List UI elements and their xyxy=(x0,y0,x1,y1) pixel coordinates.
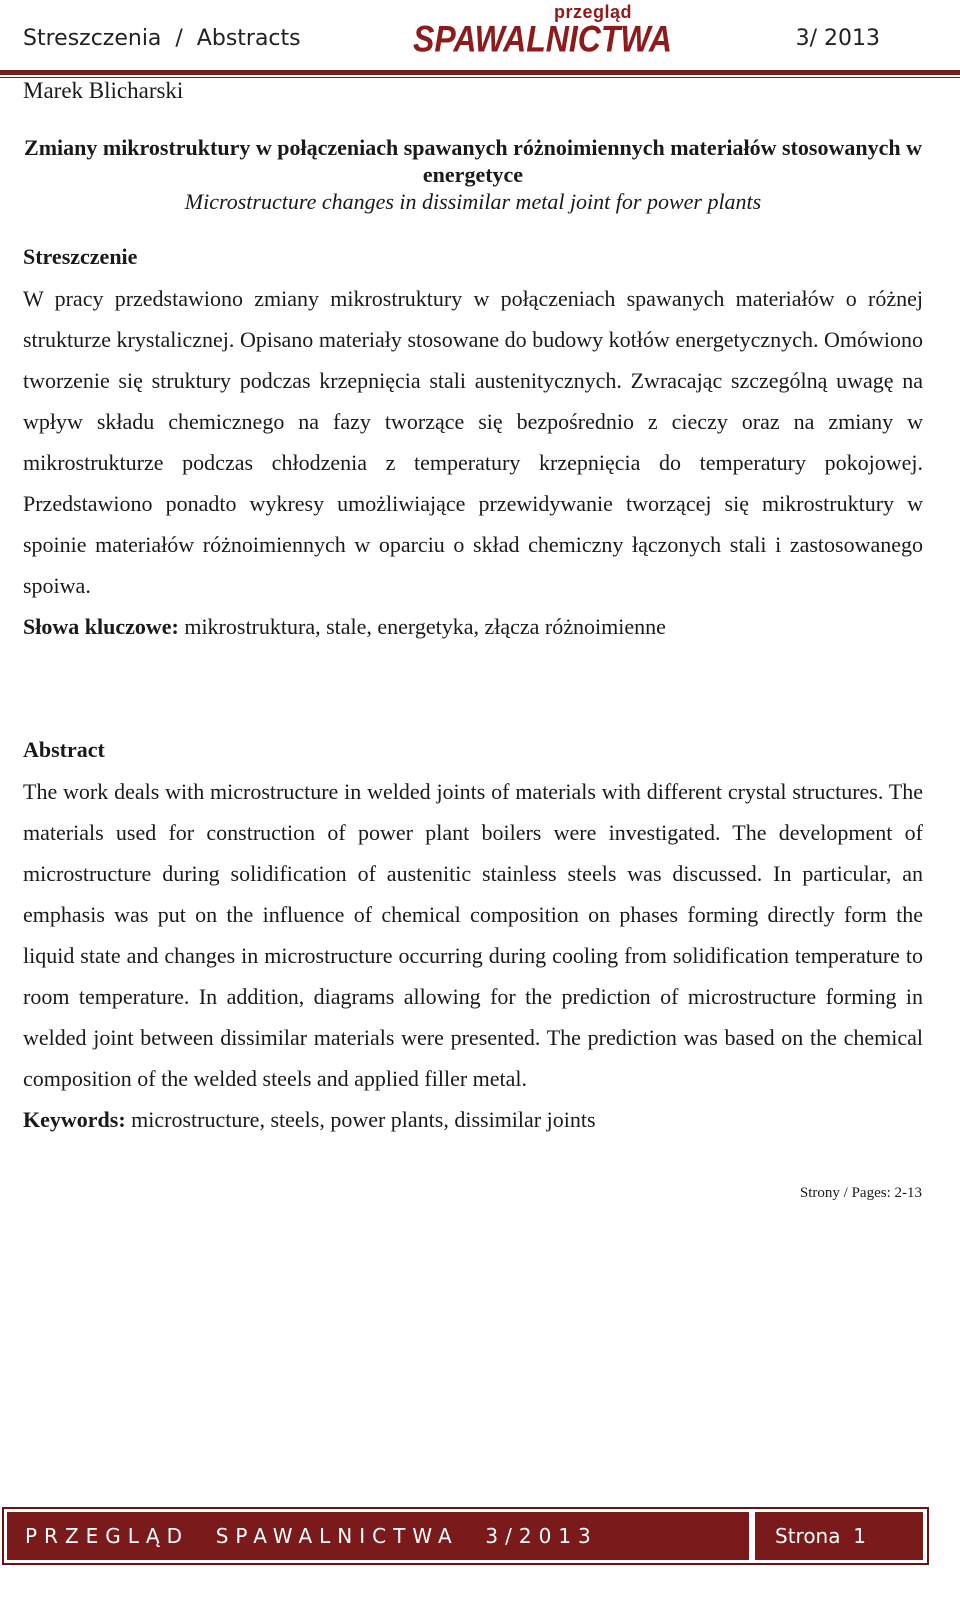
keywords-list-pl: mikrostruktura, stale, energetyka, złącza różnoimienne xyxy=(178,614,666,639)
streszczenie-body: W pracy przedstawiono zmiany mikrostruktury w połączeniach spawanych materiałów o różnej strukturze krystalicznej. Opisano materiały stosowane do budowy kotłów energetycznych. Omówiono tworzenie się struktury podczas krzepnięcia stali austenitycznych. Zwracając szczególną uwagę na wpływ składu chemicznego na fazy tworzące się bezpośrednio z cieczy oraz na zmiany w mikrostrukturze podczas chłodzenia z temperatury krzepnięcia do temperatury pokojowej. Przedstawiono ponadto wykresy umożliwiające przewidywanie tworzącej się mikrostruktury w spoinie materiałów różnoimiennych w oparciu o skład chemiczny łączonych stali i zastosowanego spoiwa. xyxy=(23,286,923,598)
streszczenie-keywords xyxy=(23,606,923,647)
article-title xyxy=(23,134,923,215)
abstract-section xyxy=(23,736,923,1140)
abstract-body: The work deals with microstructure in welded joints of materials with different crystal structures. The materials used for construction of power plant boilers were investigated. The development of microstructure during solidification of austenitic stainless steels was discussed. In particular, an emphasis was put on the influence of chemical composition on phases forming directly form the liquid state and changes in microstructure occurring during cooling from solidification temperature to room temperature. In addition, diagrams allowing for the prediction of microstructure forming in welded joint between dissimilar materials were presented. The prediction was based on the chemical composition of the welded steels and applied filler metal. xyxy=(23,779,923,1091)
section-label: Streszczenia / Abstracts xyxy=(23,26,301,51)
page-footer xyxy=(2,1507,929,1565)
author-name: Marek Blicharski xyxy=(23,78,184,103)
abstract-heading: Abstract xyxy=(23,737,105,762)
title-english: Microstructure changes in dissimilar metal joint for power plants xyxy=(184,189,762,214)
journal-logo xyxy=(413,2,672,60)
issue-number: 3/ 2013 xyxy=(795,26,880,51)
footer-journal-band xyxy=(7,1512,749,1560)
streszczenie-section xyxy=(23,243,923,647)
logo-main-text: SPAWALNICTWA xyxy=(413,18,672,60)
keywords-label-pl: Słowa kluczowe: xyxy=(23,614,179,639)
footer-journal: PRZEGLĄD SPAWALNICTWA 3/2013 xyxy=(25,1524,598,1548)
header-rule-thick xyxy=(0,70,960,75)
footer-page-band xyxy=(755,1512,923,1560)
keywords-label-en: Keywords: xyxy=(23,1107,126,1132)
abstract-keywords xyxy=(23,1099,923,1140)
logo-top-text: przegląd xyxy=(553,2,632,22)
page-header xyxy=(0,0,960,82)
streszczenie-heading: Streszczenie xyxy=(23,244,138,269)
footer-page-number: Strona 1 xyxy=(775,1524,866,1548)
title-polish: Zmiany mikrostruktury w połączeniach spawanych różnoimiennych materiałów stosowanych w energetyce xyxy=(24,135,922,187)
pages-note: Strony / Pages: 2-13 xyxy=(799,1185,922,1201)
keywords-list-en: microstructure, steels, power plants, dissimilar joints xyxy=(125,1107,596,1132)
